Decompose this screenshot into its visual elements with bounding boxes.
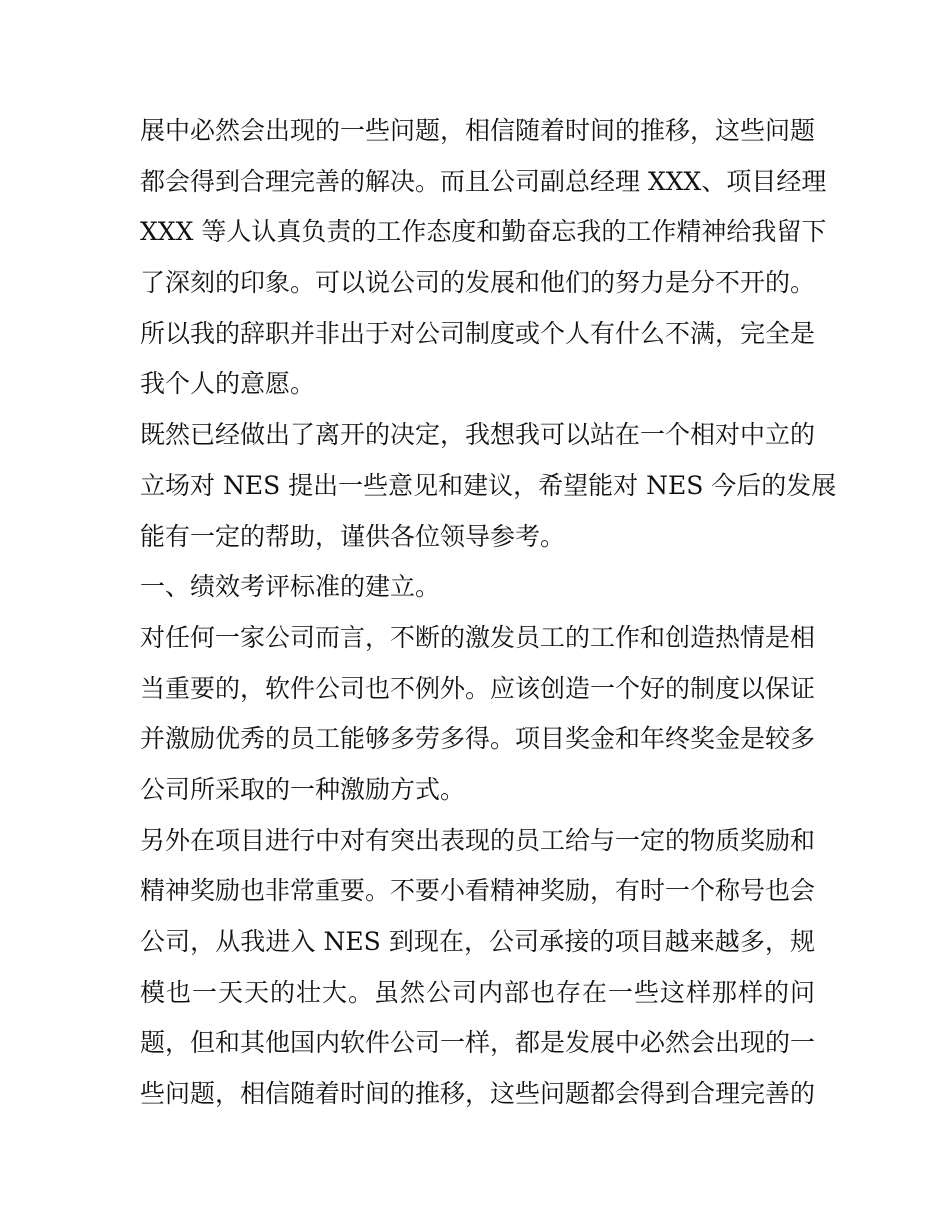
text-line: 我个人的意愿。 [140,369,316,399]
text-line: 公司，从我进入 NES 到现在，公司承接的项目越来越多，规 [140,927,815,956]
text-line: 题，但和其他国内软件公司一样，都是发展中必然会出现的一 [140,1028,816,1058]
text-line: 展中必然会出现的一些问题，相信随着时间的推移，这些问题 [140,116,816,145]
text-line: 立场对 NES 提出一些意见和建议，希望能对 NES 今后的发展 [140,470,837,500]
text-line: 能有一定的帮助，谨供各位领导参考。 [140,521,566,551]
text-line: 既然已经做出了离开的决定，我想我可以站在一个相对中立的 [140,420,816,450]
text-line: 了深刻的印象。可以说公司的发展和他们的努力是分不开的。 [140,268,816,298]
text-line: 都会得到合理完善的解决。而且公司副总经理 XXX、项目经理 [140,166,827,196]
text-line: XXX 等人认真负责的工作态度和勤奋忘我的工作精神给我留下 [140,217,827,247]
text-line: 对任何一家公司而言，不断的激发员工的工作和创造热情是相 [140,622,816,652]
text-line: 公司所采取的一种激励方式。 [140,774,466,804]
document-body [140,106,837,1120]
text-line: 所以我的辞职并非出于对公司制度或个人有什么不满，完全是 [140,318,816,348]
text-line: 模也一天天的壮大。虽然公司内部也存在一些这样那样的问 [140,977,815,1007]
text-line: 精神奖励也非常重要。不要小看精神奖励，有时一个称号也会 [140,876,816,906]
text-line: 些问题，相信随着时间的推移，这些问题都会得到合理完善的 [140,1079,816,1109]
text-line: 另外在项目进行中对有突出表现的员工给与一定的物质奖励和 [140,825,816,855]
text-line: 当重要的，软件公司也不例外。应该创造一个好的制度以保证 [140,673,816,703]
section-heading: 一、绩效考评标准的建立。 [140,572,441,602]
text-line: 并激励优秀的员工能够多劳多得。项目奖金和年终奖金是较多 [140,724,816,754]
